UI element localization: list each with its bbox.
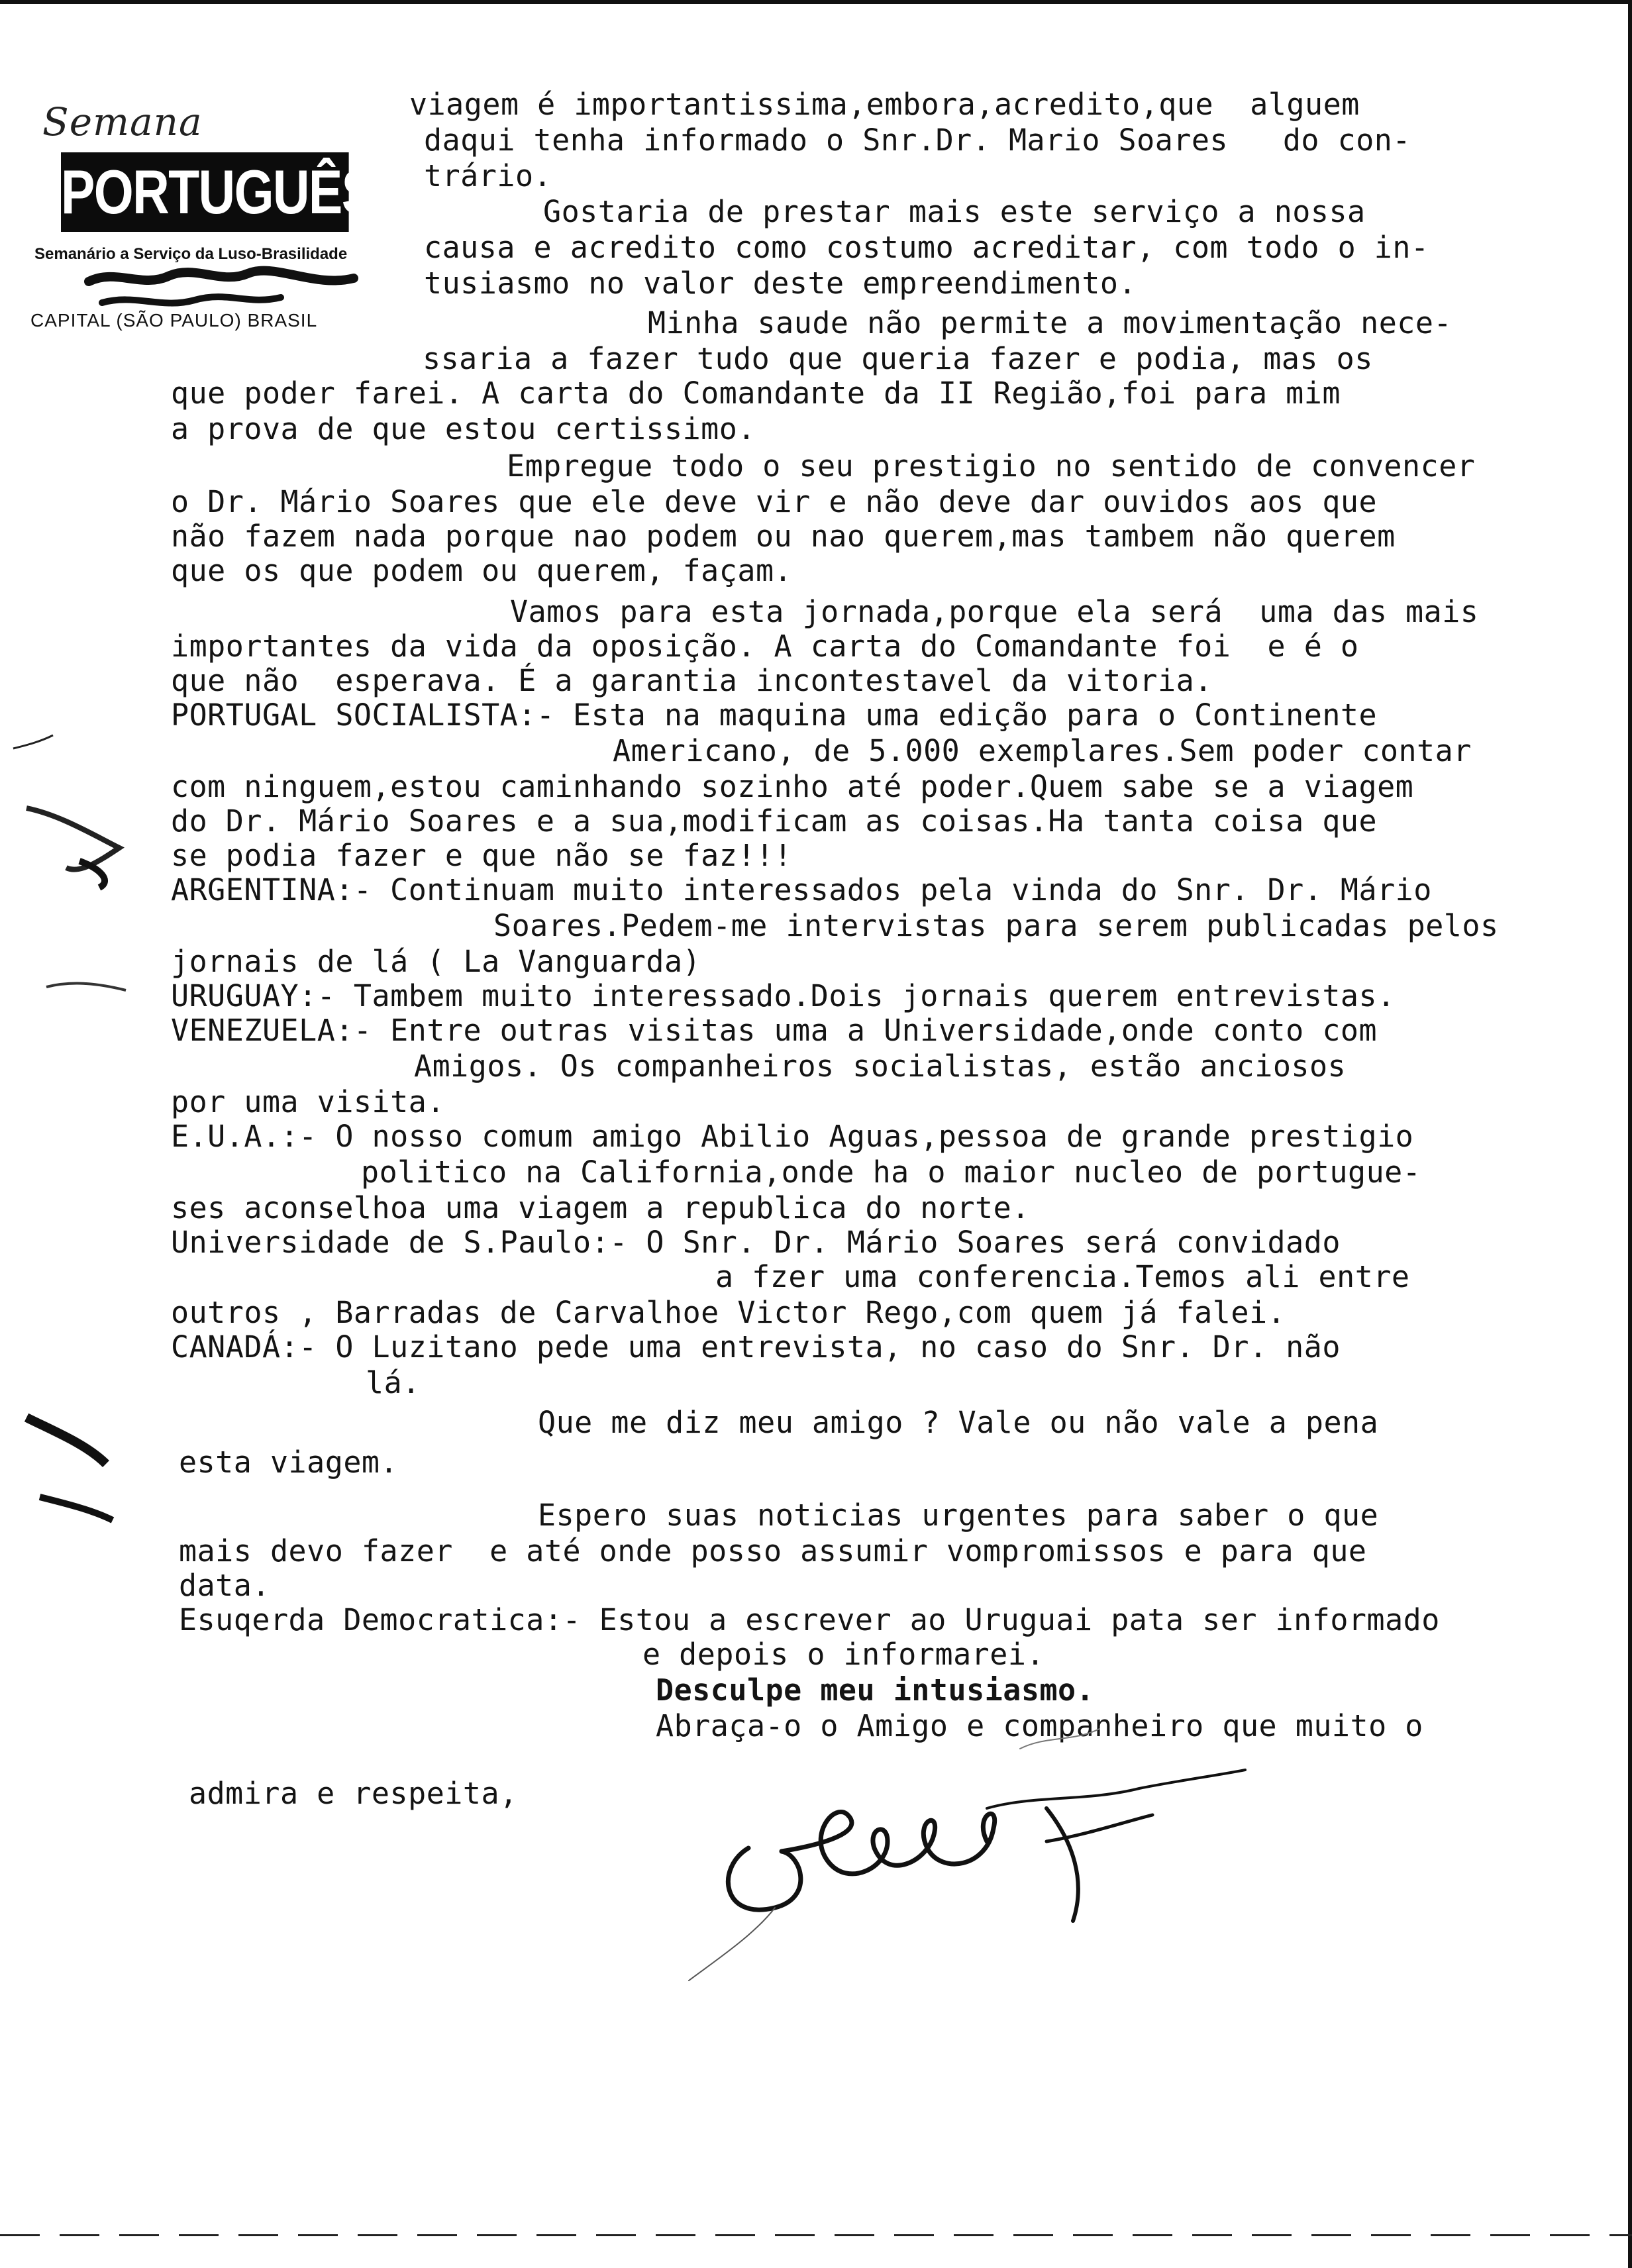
letter-line: outros , Barradas de Carvalhoe Victor Rego,com quem já falei. xyxy=(171,1295,1286,1330)
letter-line: Minha saude não permite a movimentação nece- xyxy=(648,305,1453,340)
letter-line: Desculpe meu intusiasmo. xyxy=(656,1673,1095,1708)
letter-line: VENEZUELA:- Entre outras visitas uma a Universidade,onde conto com xyxy=(171,1013,1378,1048)
letter-line: ARGENTINA:- Continuam muito interessados pela vinda do Snr. Dr. Mário xyxy=(171,872,1432,907)
letter-line: ssaria a fazer tudo que queria fazer e podia, mas os xyxy=(423,341,1373,376)
letter-line: Que me diz meu amigo ? Vale ou não vale a pena xyxy=(538,1405,1379,1440)
letter-line: se podia fazer e que não se faz!!! xyxy=(171,838,793,873)
letter-line: que os que podem ou querem, façam. xyxy=(171,553,793,588)
letter-line: com ninguem,estou caminhando sozinho até poder.Quem sabe se a viagem xyxy=(171,769,1414,804)
letter-line: Gostaria de prestar mais este serviço a nossa xyxy=(543,194,1366,229)
letterhead-city: CAPITAL (SÃO PAULO) BRASIL xyxy=(30,310,318,331)
handwritten-signature xyxy=(676,1709,1258,1987)
letter-line: Vamos para esta jornada,porque ela será uma das mais xyxy=(510,594,1479,629)
letter-line: Universidade de S.Paulo:- O Snr. Dr. Mário Soares será convidado xyxy=(171,1225,1341,1260)
binding-margin-marks xyxy=(0,715,146,1576)
letterhead-masthead: PORTUGUÊSA xyxy=(61,152,349,232)
letter-line: que poder farei. A carta do Comandante da II Região,foi para mim xyxy=(171,376,1341,411)
letter-line: viagem é importantissima,embora,acredito,que alguem xyxy=(409,87,1360,122)
letter-line: mais devo fazer e até onde posso assumir vompromissos e para que xyxy=(179,1533,1367,1569)
letter-line: por uma visita. xyxy=(171,1084,445,1119)
letter-line: data. xyxy=(179,1568,270,1603)
letter-line: a prova de que estou certissimo. xyxy=(171,411,756,446)
letter-line: Empregue todo o seu prestigio no sentido de convencer xyxy=(507,448,1476,484)
letterhead-script-title: Semana xyxy=(42,99,203,144)
letter-line: CANADÁ:- O Luzitano pede uma entrevista, no caso do Snr. Dr. não xyxy=(171,1329,1341,1365)
letter-line: URUGUAY:- Tambem muito interessado.Dois jornais querem entrevistas. xyxy=(171,978,1396,1013)
letter-line: do Dr. Mário Soares e a sua,modificam as coisas.Ha tanta coisa que xyxy=(171,803,1378,839)
letter-line: Espero suas noticias urgentes para saber o que xyxy=(538,1498,1379,1533)
letter-line: E.U.A.:- O nosso comum amigo Abilio Aguas,pessoa de grande prestigio xyxy=(171,1119,1414,1154)
letterhead-subtitle: Semanário a Serviço da Luso-Brasilidade xyxy=(34,245,348,263)
letter-line: trário. xyxy=(424,158,552,193)
letter-line: a fzer uma conferencia.Temos ali entre xyxy=(715,1259,1410,1294)
letter-line: jornais de lá ( La Vanguarda) xyxy=(171,944,701,979)
letter-line: Amigos. Os companheiros socialistas, estão anciosos xyxy=(414,1049,1347,1084)
letter-line: Esuqerda Democratica:- Estou a escrever ao Uruguai pata ser informado xyxy=(179,1602,1440,1637)
letter-line: daqui tenha informado o Snr.Dr. Mario Soares do con- xyxy=(424,123,1411,158)
letter-line: não fazem nada porque nao podem ou nao querem,mas tambem não querem xyxy=(171,519,1396,554)
letter-line: PORTUGAL SOCIALISTA:- Esta na maquina uma edição para o Continente xyxy=(171,697,1378,733)
letter-line: causa e acredito como costumo acreditar, com todo o in- xyxy=(424,230,1429,265)
letter-line: que não esperava. É a garantia incontestavel da vitoria. xyxy=(171,663,1213,698)
letter-line: importantes da vida da oposição. A carta do Comandante foi e é o xyxy=(171,629,1359,664)
letter-line: Americano, de 5.000 exemplares.Sem poder contar xyxy=(613,733,1472,768)
letter-line: tusiasmo no valor deste empreendimento. xyxy=(424,266,1137,301)
letter-line: Soares.Pedem-me intervistas para serem publicadas pelos xyxy=(493,908,1499,943)
letter-line: e depois o informarei. xyxy=(642,1637,1045,1672)
letter-line: lá. xyxy=(366,1365,421,1400)
letter-line: o Dr. Mário Soares que ele deve vir e não deve dar ouvidos aos que xyxy=(171,484,1378,519)
letter-line: ses aconselhoa uma viagem a republica do norte. xyxy=(171,1190,1030,1225)
letter-line: esta viagem. xyxy=(179,1445,399,1480)
letter-line: Abraça-o o Amigo e companheiro que muito o xyxy=(656,1708,1423,1743)
letter-line: politico na California,onde ha o maior nucleo de portugue- xyxy=(361,1155,1421,1190)
letter-line: admira e respeita, xyxy=(189,1776,518,1811)
